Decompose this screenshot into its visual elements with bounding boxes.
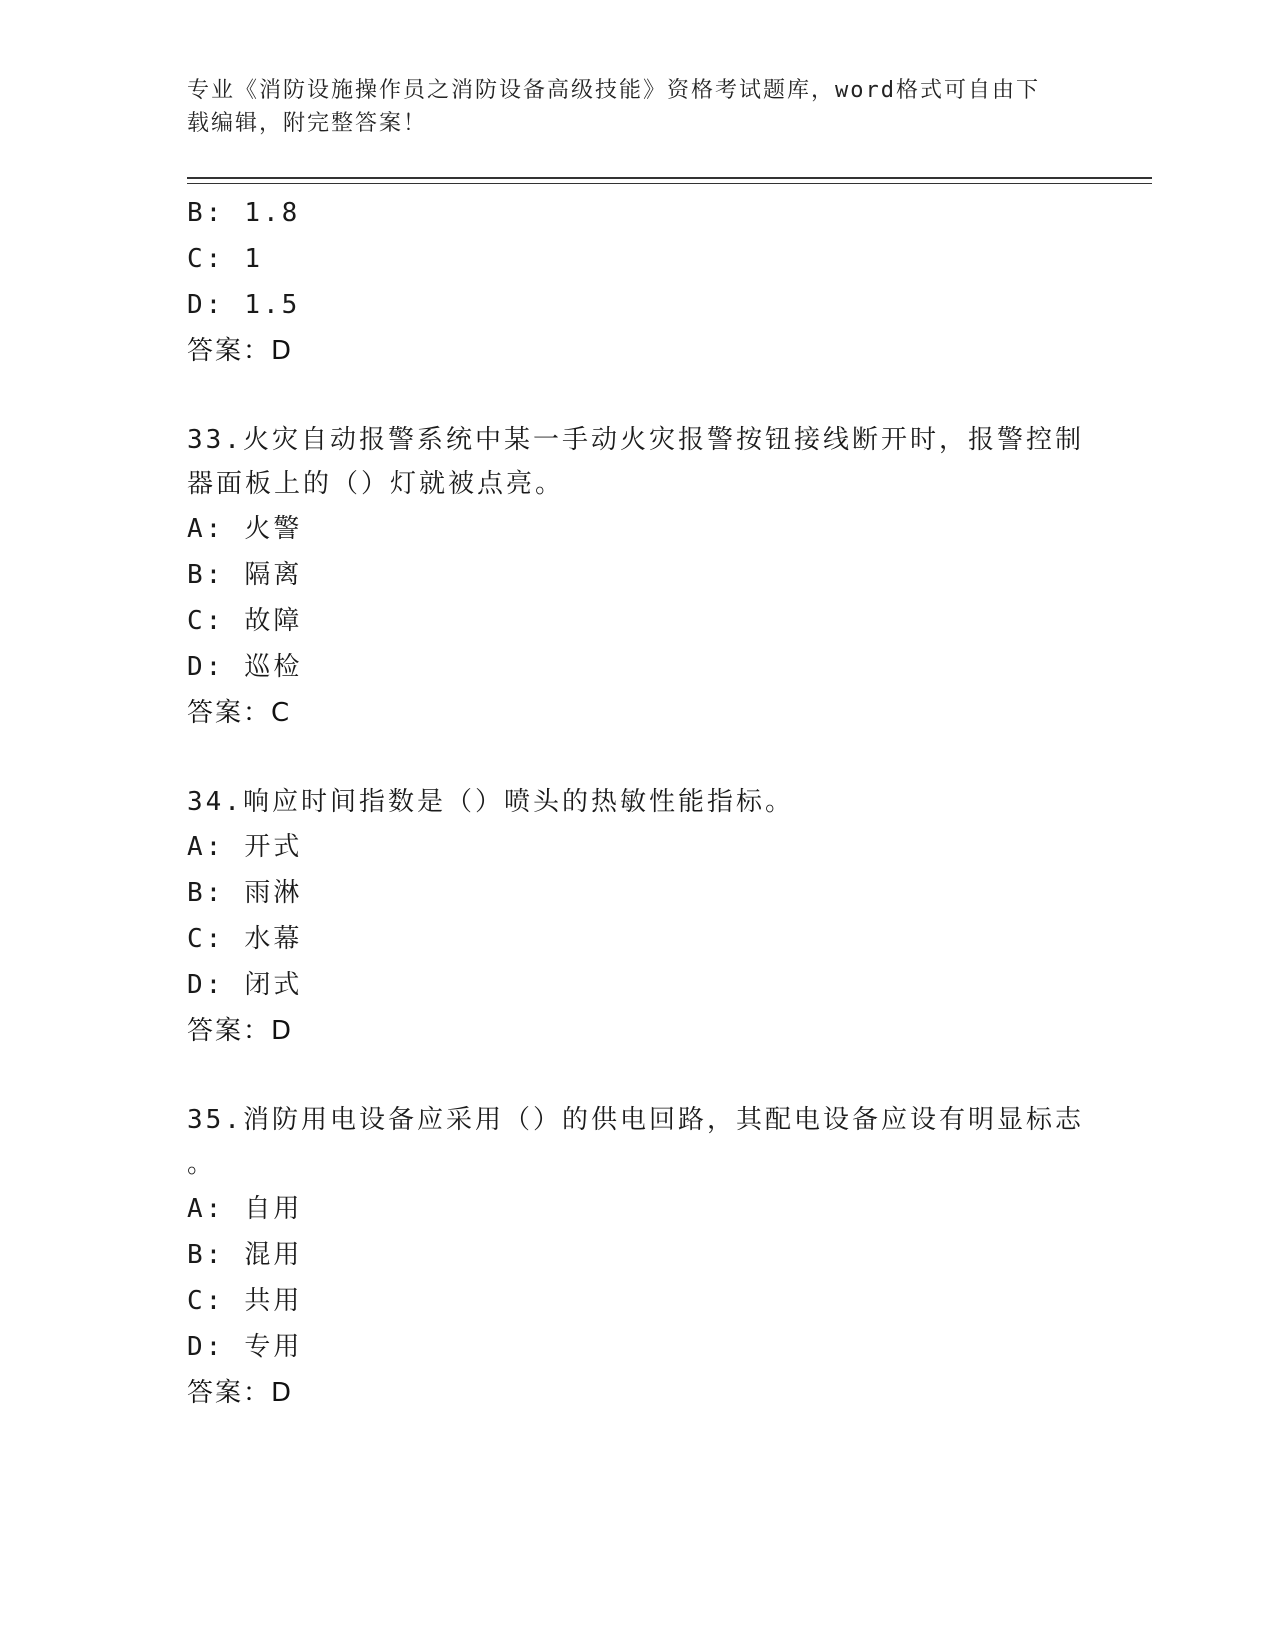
option-text: 开式 xyxy=(244,832,303,862)
option-text: 雨淋 xyxy=(244,878,303,908)
option-text: 1.8 xyxy=(244,198,301,228)
document-header xyxy=(187,74,1067,140)
option-b xyxy=(187,552,1087,598)
option-c xyxy=(187,236,1087,282)
option-a xyxy=(187,506,1087,552)
option-label: D: xyxy=(187,290,225,320)
option-d xyxy=(187,1324,1087,1370)
option-label: A: xyxy=(187,832,225,862)
option-c xyxy=(187,598,1087,644)
header-line-2: 载编辑，附完整答案！ xyxy=(187,111,428,136)
option-c xyxy=(187,916,1087,962)
option-text: 混用 xyxy=(244,1240,303,1270)
prev-question xyxy=(187,190,1087,374)
option-text: 1 xyxy=(244,244,263,274)
option-d xyxy=(187,282,1087,328)
option-b xyxy=(187,190,1087,236)
option-label: C: xyxy=(187,606,225,636)
question-33 xyxy=(187,418,1087,736)
option-c xyxy=(187,1278,1087,1324)
option-text: 共用 xyxy=(244,1286,303,1316)
option-text: 1.5 xyxy=(244,290,301,320)
header-rule-thick xyxy=(187,177,1152,179)
option-a xyxy=(187,1186,1087,1232)
option-label: D: xyxy=(187,1332,225,1362)
option-d xyxy=(187,962,1087,1008)
answer-line: 答案：C xyxy=(187,698,292,728)
header-line-1: 专业《消防设施操作员之消防设备高级技能》资格考试题库，word格式可自由下 xyxy=(187,78,1040,103)
question-stem: 35.消防用电设备应采用（）的供电回路，其配电设备应设有明显标志 xyxy=(187,1105,1084,1135)
option-text: 巡检 xyxy=(244,652,303,682)
option-label: B: xyxy=(187,560,225,590)
option-b xyxy=(187,870,1087,916)
option-text: 火警 xyxy=(244,514,303,544)
option-text: 自用 xyxy=(244,1194,303,1224)
option-d xyxy=(187,644,1087,690)
question-stem: 33.火灾自动报警系统中某一手动火灾报警按钮接线断开时，报警控制 xyxy=(187,425,1084,455)
option-label: D: xyxy=(187,970,225,1000)
question-34 xyxy=(187,780,1087,1054)
option-b xyxy=(187,1232,1087,1278)
question-stem-continued: 器面板上的（）灯就被点亮。 xyxy=(187,469,565,499)
option-label: B: xyxy=(187,878,225,908)
header-rule-thin xyxy=(187,183,1152,184)
answer-line: 答案：D xyxy=(187,1016,294,1046)
question-stem-continued: 。 xyxy=(187,1149,217,1179)
option-label: C: xyxy=(187,924,225,954)
question-content xyxy=(187,190,1087,1416)
option-label: A: xyxy=(187,1194,225,1224)
option-label: A: xyxy=(187,514,225,544)
answer-line: 答案：D xyxy=(187,336,294,366)
question-35 xyxy=(187,1098,1087,1416)
option-text: 专用 xyxy=(244,1332,303,1362)
option-text: 闭式 xyxy=(244,970,303,1000)
option-label: C: xyxy=(187,1286,225,1316)
option-label: C: xyxy=(187,244,225,274)
option-text: 水幕 xyxy=(244,924,303,954)
answer-line: 答案：D xyxy=(187,1378,294,1408)
question-stem: 34.响应时间指数是（）喷头的热敏性能指标。 xyxy=(187,787,794,817)
option-a xyxy=(187,824,1087,870)
option-text: 故障 xyxy=(244,606,303,636)
option-label: B: xyxy=(187,198,225,228)
option-text: 隔离 xyxy=(244,560,303,590)
option-label: B: xyxy=(187,1240,225,1270)
option-label: D: xyxy=(187,652,225,682)
